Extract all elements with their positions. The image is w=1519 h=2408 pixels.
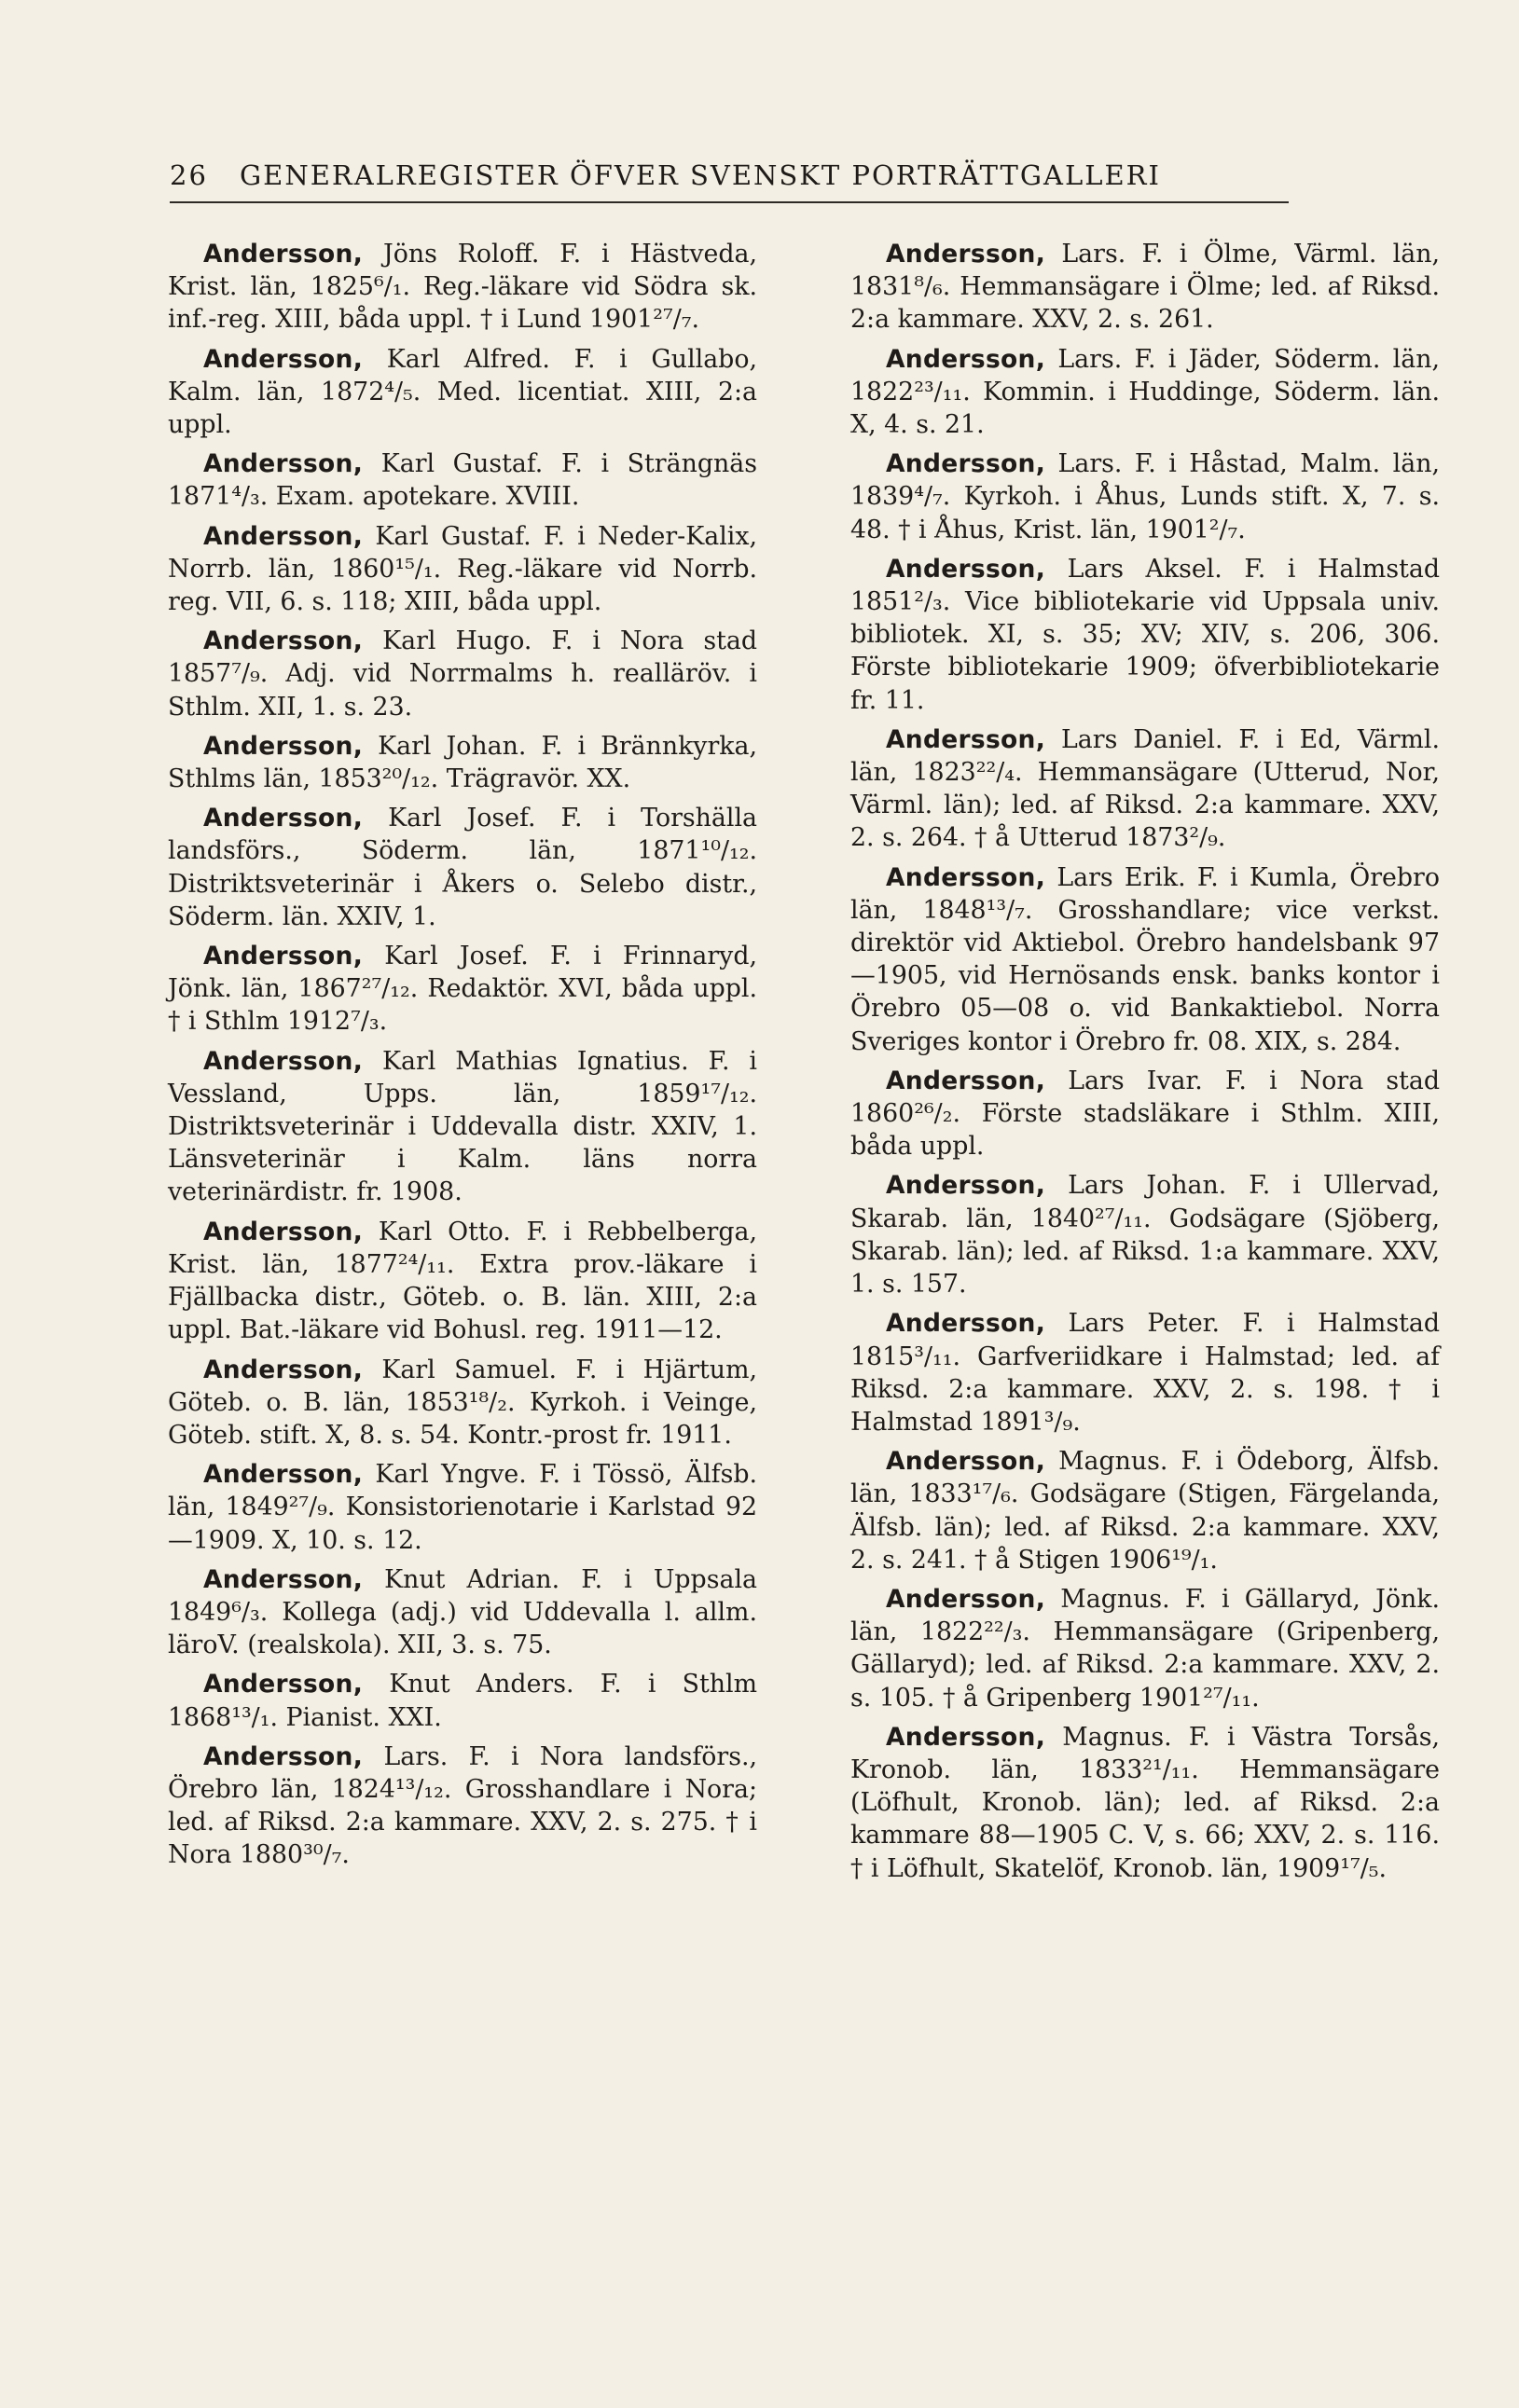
register-entry: [850, 1583, 1440, 1714]
entry-surname: Andersson,: [203, 240, 364, 268]
entry-surname: Andersson,: [886, 449, 1046, 479]
register-entry: [168, 1216, 757, 1347]
entry-surname: Andersson,: [886, 1722, 1046, 1752]
register-entry: [850, 238, 1440, 337]
entry-surname: Andersson,: [203, 804, 364, 833]
entry-text: Karl Alfred. F. i Gullabo, Kalm. län, 1872⁴/₅. Med. licentiat. XIII, 2:a uppl.: [168, 344, 757, 440]
entry-text: Karl Gustaf. F. i Strängnäs 1871⁴/₃. Exam. apotekare. XVIII.: [168, 449, 757, 512]
register-entry: [168, 343, 757, 442]
register-entry: [168, 802, 757, 933]
entry-surname: Andersson,: [886, 240, 1046, 268]
entry-text: Karl Hugo. F. i Nora stad 1857⁷/₉. Adj. vid Norrmalms h. realläröv. i Sthlm. XII, 1. s. 23.: [168, 626, 757, 722]
running-header: [170, 157, 1289, 194]
entry-text: Lars Peter. F. i Halmstad 1815³/₁₁. Garfveriidkare i Halmstad; led. af Riksd. 2:a kammare. XXV, 2. s. 198. † i Halmstad 1891³/₉.: [850, 1309, 1440, 1437]
entry-surname: Andersson,: [886, 1584, 1046, 1614]
entry-text: Lars. F. i Jäder, Söderm. län, 1822²³/₁₁. Kommin. i Huddinge, Söderm. län. X, 4. s. 21.: [850, 344, 1440, 440]
page-number: 26: [170, 159, 208, 191]
entry-surname: Andersson,: [886, 1066, 1046, 1095]
register-entry: [850, 861, 1440, 1058]
entry-text: Magnus. F. i Ödeborg, Älfsb. län, 1833¹⁷/₆. Godsägare (Stigen, Färgelanda, Älfsb. län); led. af Riksd. 2:a kammare. XXV, 2. s. 241. † å Stigen 1906¹⁹/₁.: [850, 1447, 1440, 1575]
entry-surname: Andersson,: [203, 344, 364, 374]
entry-surname: Andersson,: [886, 1309, 1046, 1339]
register-entry: [168, 520, 757, 619]
register-entry: [168, 730, 757, 795]
left-column: [168, 238, 757, 1878]
entry-surname: Andersson,: [886, 862, 1046, 892]
entry-surname: Andersson,: [203, 1355, 364, 1384]
header-rule: [170, 201, 1289, 203]
entry-text: Knut Anders. F. i Sthlm 1868¹³/₁. Pianist. XXI.: [168, 1670, 757, 1732]
right-column: [850, 238, 1440, 1892]
entry-text: Karl Yngve. F. i Tössö, Älfsb. län, 1849²⁷/₉. Konsistorienotarie i Karlstad 92—1909. X, 10. s. 12.: [168, 1460, 757, 1555]
entry-text: Karl Josef. F. i Frinnaryd, Jönk. län, 1867²⁷/₁₂. Redaktör. XVI, båda uppl. † i Sthlm 1912⁷/₃.: [168, 942, 757, 1037]
register-entry: [168, 1563, 757, 1662]
register-entry: [168, 1354, 757, 1452]
register-entry: [168, 625, 757, 723]
entry-surname: Andersson,: [886, 724, 1046, 754]
register-entry: [850, 553, 1440, 717]
entry-text: Knut Adrian. F. i Uppsala 1849⁶/₃. Kollega (adj.) vid Uddevalla l. allm. läroV. (realskola). XII, 3. s. 75.: [168, 1564, 757, 1660]
register-entry: [168, 238, 757, 337]
entry-text: Lars. F. i Ölme, Värml. län, 1831⁸/₆. Hemmansägare i Ölme; led. af Riksd. 2:a kammare. XXV, 2. s. 261.: [850, 240, 1440, 335]
register-entry: [168, 1668, 757, 1733]
entry-surname: Andersson,: [203, 1741, 364, 1771]
entry-text: Karl Josef. F. i Torshälla landsförs., Söderm. län, 1871¹⁰/₁₂. Distriktsveterinär i Åkers o. Selebo distr., Söderm. län. XXIV, 1.: [168, 804, 757, 931]
register-entry: [850, 447, 1440, 546]
entry-surname: Andersson,: [203, 942, 364, 971]
register-entry: [168, 447, 757, 513]
register-entry: [168, 1045, 757, 1209]
entry-surname: Andersson,: [203, 1217, 364, 1246]
register-entry: [168, 1458, 757, 1557]
entry-surname: Andersson,: [203, 1670, 364, 1699]
entry-text: Jöns Roloff. F. i Hästveda, Krist. län, 1825⁶/₁. Reg.-läkare vid Södra sk. inf.-reg. XIII, båda uppl. † i Lund 1901²⁷/₇.: [168, 240, 757, 335]
entry-text: Lars Aksel. F. i Halmstad 1851²/₃. Vice bibliotekarie vid Uppsala univ. bibliotek. XI, s. 35; XV; XIV, s. 206, 306. Förste bibliotekarie 1909; öfverbibliotekarie fr. 11.: [850, 554, 1440, 715]
entry-surname: Andersson,: [203, 1564, 364, 1594]
entry-surname: Andersson,: [203, 626, 364, 656]
entry-text: Lars Johan. F. i Ullervad, Skarab. län, 1840²⁷/₁₁. Godsägare (Sjöberg, Skarab. län); led. af Riksd. 1:a kammare. XXV, 1. s. 157.: [850, 1171, 1440, 1300]
entry-text: Lars Ivar. F. i Nora stad 1860²⁶/₂. Förste stadsläkare i Sthlm. XIII, båda uppl.: [850, 1066, 1440, 1162]
entry-text: Magnus. F. i Västra Torsås, Kronob. län, 1833²¹/₁₁. Hemmansägare (Löfhult, Kronob. län); led. af Riksd. 2:a kammare 88—1905 C. V, s. 66; XXV, 2. s. 116. † i Löfhult, Skatelöf, Kronob. län, 1909¹⁷/₅.: [850, 1722, 1440, 1883]
entry-text: Karl Johan. F. i Brännkyrka, Sthlms län, 1853²⁰/₁₂. Trägravör. XX.: [168, 731, 757, 794]
entry-text: Karl Samuel. F. i Hjärtum, Göteb. o. B. län, 1853¹⁸/₂. Kyrkoh. i Veinge, Göteb. stift. X, 8. s. 54. Kontr.-prost fr. 1911.: [168, 1355, 757, 1450]
entry-surname: Andersson,: [203, 1460, 364, 1490]
entry-text: Lars. F. i Nora landsförs., Örebro län, 1824¹³/₁₂. Grosshandlare i Nora; led. af Riksd. 2:a kammare. XXV, 2. s. 275. † i Nora 1880³⁰/₇.: [168, 1741, 757, 1870]
entry-surname: Andersson,: [886, 1447, 1046, 1477]
register-entry: [850, 1307, 1440, 1438]
register-entry: [850, 723, 1440, 855]
entry-text: Lars Erik. F. i Kumla, Örebro län, 1848¹³/₇. Grosshandlare; vice verkst. direktör vid Aktiebol. Örebro handelsbank 97—1905, vid Hernösands ensk. banks kontor i Örebro 05—08 o. vid Bankaktiebol. Norra Sveriges kontor i Örebro fr. 08. XIX, s. 284.: [850, 862, 1440, 1056]
entry-surname: Andersson,: [203, 731, 364, 761]
entry-surname: Andersson,: [203, 521, 364, 551]
entry-surname: Andersson,: [886, 554, 1046, 584]
entry-text: Karl Otto. F. i Rebbelberga, Krist. län, 1877²⁴/₁₁. Extra prov.-läkare i Fjällbacka distr., Göteb. o. B. län. XIII, 2:a uppl. Bat.-läkare vid Bohusl. reg. 1911—12.: [168, 1217, 757, 1345]
entry-text: Magnus. F. i Gällaryd, Jönk. län, 1822²²/₃. Hemmansägare (Gripenberg, Gällaryd); led. af Riksd. 2:a kammare. XXV, 2. s. 105. † å Gripenberg 1901²⁷/₁₁.: [850, 1584, 1440, 1713]
register-entry: [850, 1721, 1440, 1885]
entry-surname: Andersson,: [886, 344, 1046, 374]
entry-text: Lars Daniel. F. i Ed, Värml. län, 1823²²/₄. Hemmansägare (Utterud, Nor, Värml. län); led. af Riksd. 2:a kammare. XXV, 2. s. 264. † å Utterud 1873²/₉.: [850, 724, 1440, 853]
register-entry: [850, 1169, 1440, 1300]
entry-surname: Andersson,: [886, 1171, 1046, 1201]
entry-text: Karl Gustaf. F. i Neder-Kalix, Norrb. län, 1860¹⁵/₁. Reg.-läkare vid Norrb. reg. VII, 6. s. 118; XIII, båda uppl.: [168, 521, 757, 617]
entry-surname: Andersson,: [203, 1046, 364, 1076]
register-entry: [168, 940, 757, 1039]
register-entry: [850, 1445, 1440, 1576]
entry-text: Lars. F. i Håstad, Malm. län, 1839⁴/₇. Kyrkoh. i Åhus, Lunds stift. X, 7. s. 48. † i Åhus, Krist. län, 1901²/₇.: [850, 449, 1440, 544]
register-entry: [850, 1065, 1440, 1163]
entry-text: Karl Mathias Ignatius. F. i Vessland, Upps. län, 1859¹⁷/₁₂. Distriktsveterinär i Uddevalla distr. XXIV, 1. Länsveterinär i Kalm. läns norra veterinärdistr. fr. 1908.: [168, 1046, 757, 1207]
register-entry: [850, 343, 1440, 442]
register-entry: [168, 1741, 757, 1872]
entry-surname: Andersson,: [203, 449, 364, 479]
running-title: GENERALREGISTER ÖFVER SVENSKT PORTRÄTTGALLERI: [240, 159, 1161, 191]
